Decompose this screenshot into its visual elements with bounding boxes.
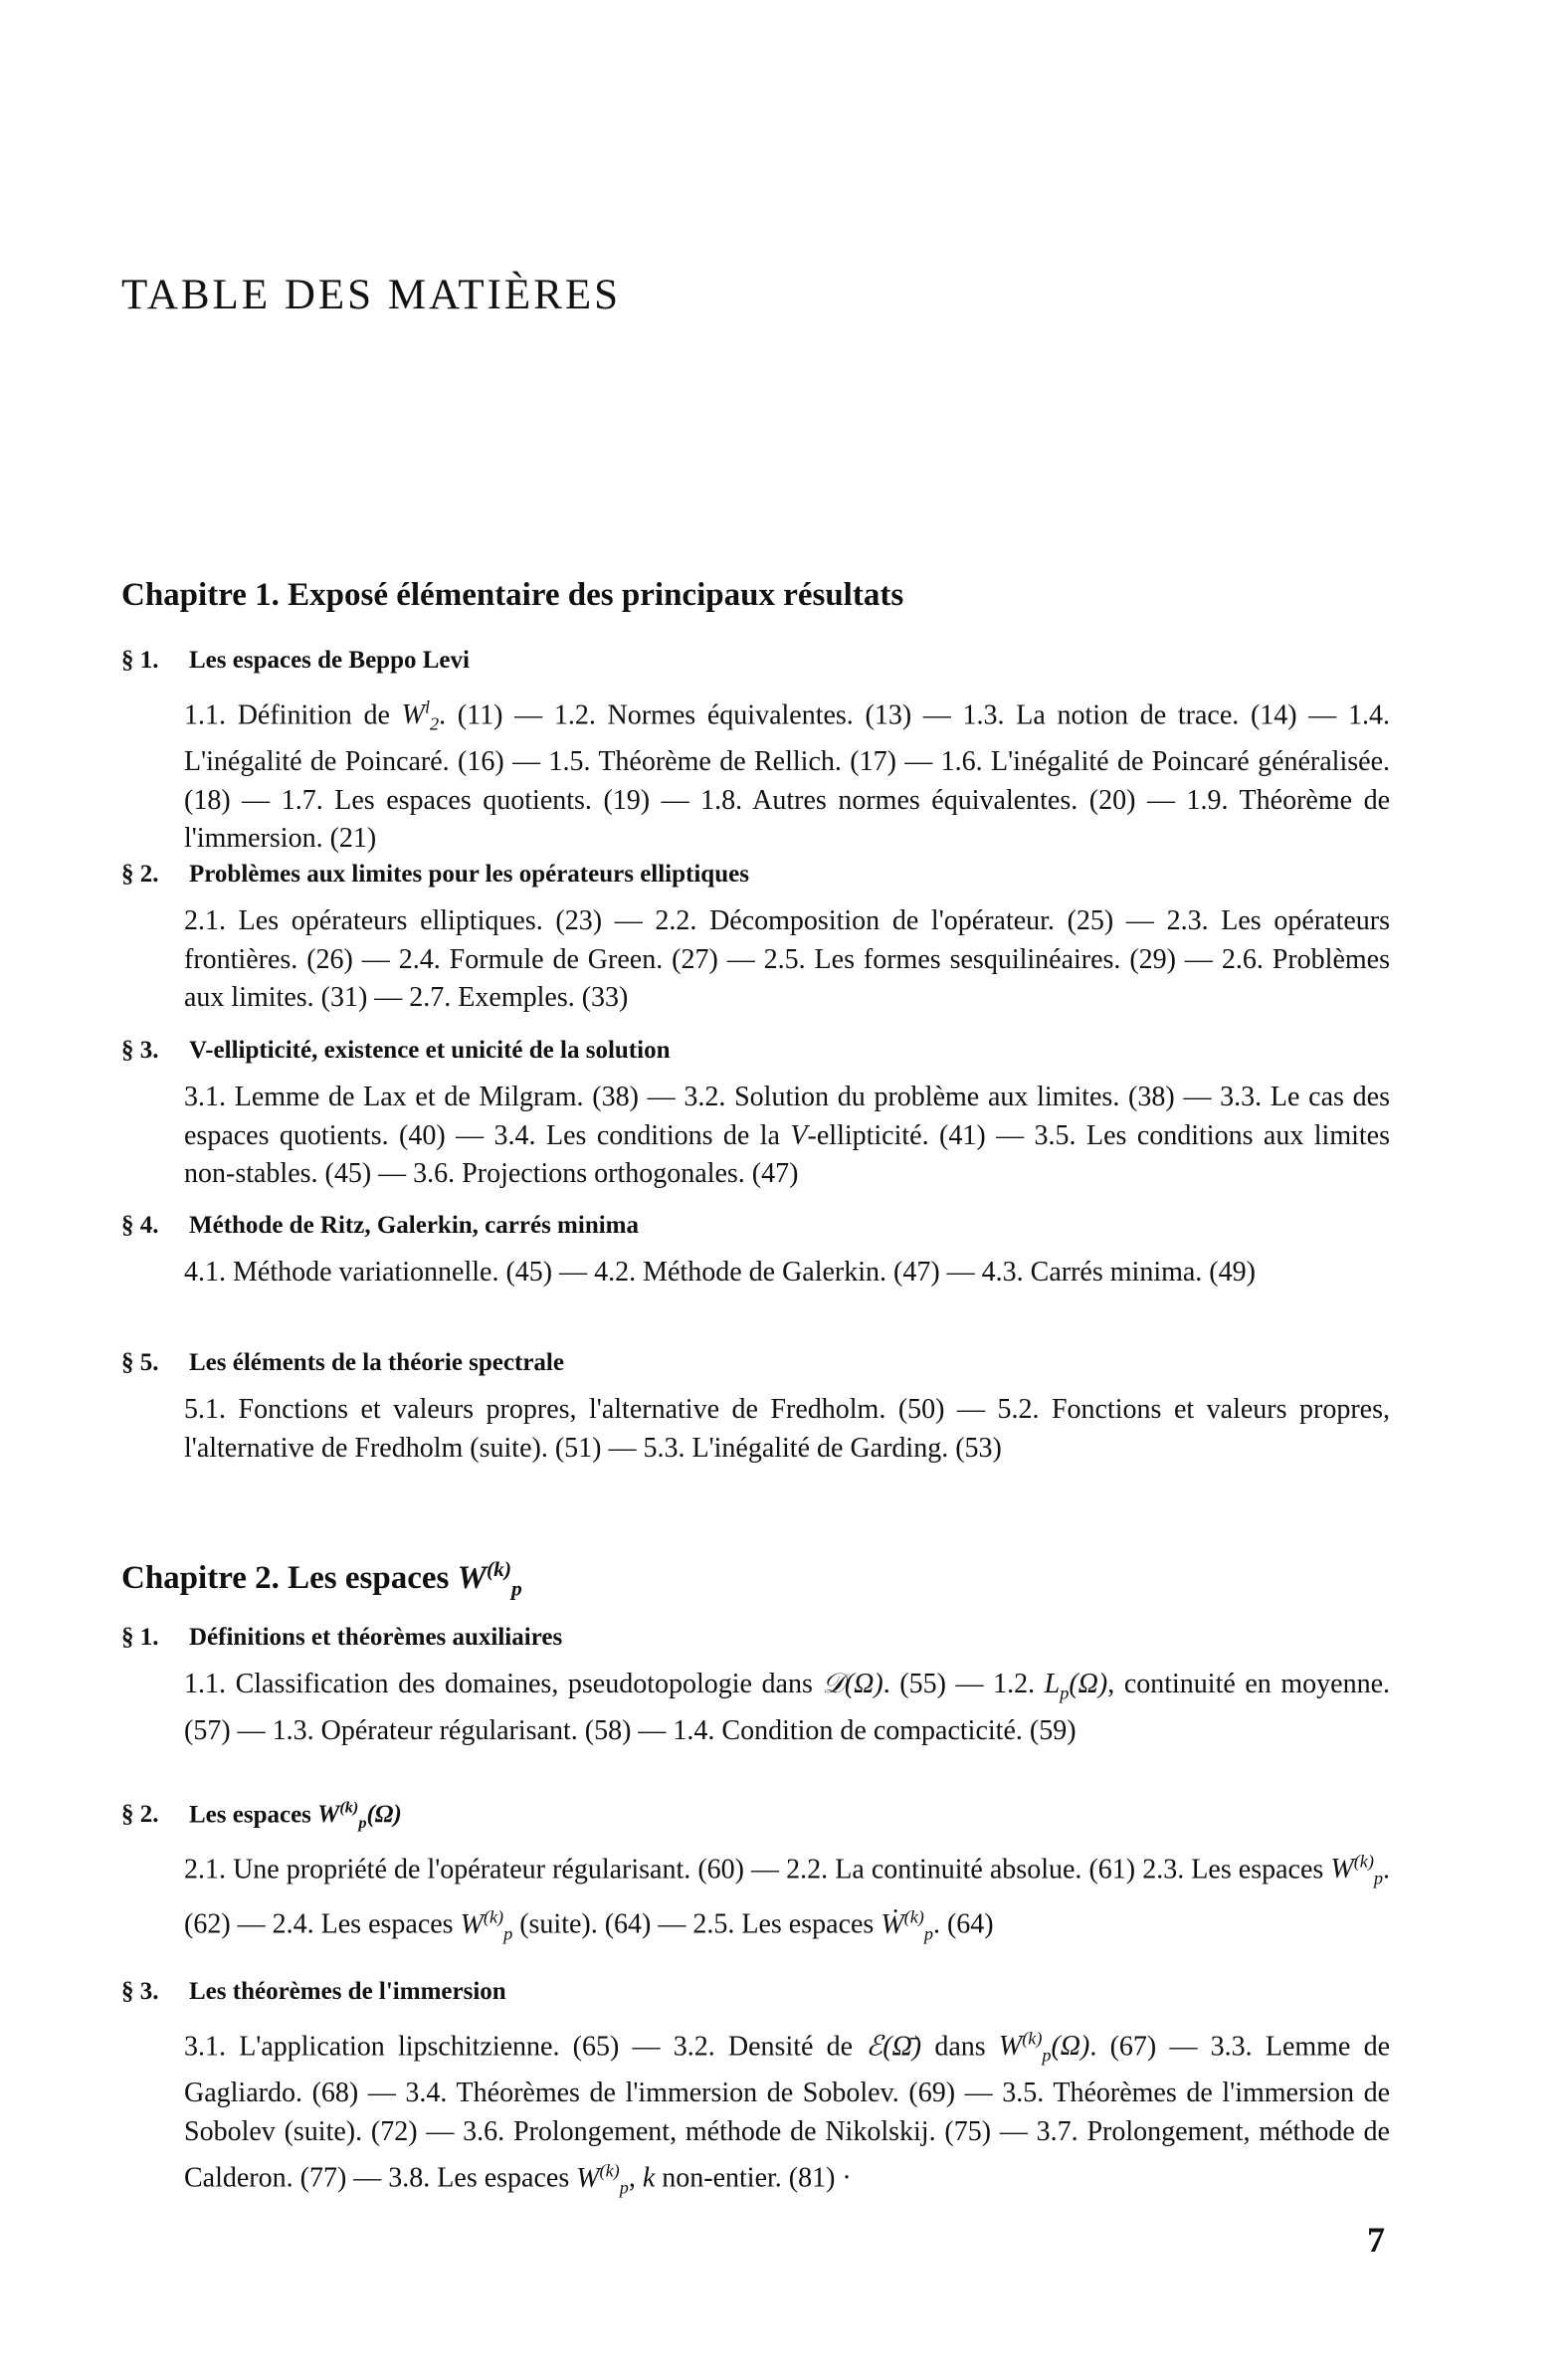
math-symbol: Ẇ$^{(k)}_p$	[881, 1906, 933, 1944]
section-heading	[121, 1624, 562, 1652]
math-symbol: ℰ(Ω̄)	[866, 2031, 922, 2063]
entry-text: (suite). (64) — 2.5. Les espaces	[519, 1908, 875, 1940]
page-number: 7	[1367, 2220, 1385, 2260]
entry-text: non-entier. (81) ·	[662, 2162, 852, 2194]
section-title: Les théorèmes de l'immersion	[189, 1978, 506, 2005]
section-number: § 5.	[121, 1349, 159, 1376]
math-symbol: $W^{(k)}_p$	[460, 1906, 513, 1944]
entry-text: ,	[628, 2162, 636, 2194]
entry-text: . (62) — 2.4. Les espaces	[184, 1854, 1391, 1940]
math-symbol: 𝒟(Ω)	[822, 1669, 883, 1699]
section-entries	[184, 1079, 1390, 1194]
math-symbol: $W^{(k)}_p$	[1330, 1852, 1384, 1888]
section-entries: 2.1. Les opérateurs elliptiques. (23) — 2.2. Décomposition de l'opérateur. (25) — 2.3. Les opérateurs frontières. (26) — 2.4. Formule de Green. (27) — 2.5. Les formes sesquilinéaires. (29) — 2.6. Problèmes aux limites. (31) — 2.7. Exemples. (33)	[184, 905, 1390, 1013]
section-entries	[184, 1843, 1390, 1953]
section-number: § 2.	[121, 861, 159, 888]
section-heading	[121, 1349, 564, 1377]
section-number: § 3.	[121, 1037, 159, 1064]
section-number: § 1.	[121, 1624, 159, 1651]
section-title: Problèmes aux limites pour les opérateurs elliptiques	[189, 861, 749, 888]
math-symbol: $W^{(k)}_p(\Omega)$	[998, 2029, 1090, 2066]
entry-text: -ellipticité. (41) — 3.5. Les conditions aux limites non-stables. (45) — 3.6. Projections orthogonales. (47)	[184, 1119, 1390, 1189]
section-entries	[184, 1666, 1390, 1751]
section-heading	[121, 861, 749, 889]
section-title: Définitions et théorèmes auxiliaires	[189, 1624, 563, 1651]
entry-text: . (64)	[932, 1908, 994, 1940]
section-title: V-ellipticité, existence et unicité de la solution	[189, 1037, 671, 1064]
math-symbol: $W^{(k)}_p(\Omega)$	[317, 1799, 402, 1833]
chapter-1-heading: Chapitre 1. Exposé élémentaire des principaux résultats	[121, 577, 904, 613]
section-title: Les espaces	[189, 1801, 311, 1829]
chapter-2-heading: Chapitre 2. Les espaces $W^{(k)}_p$	[121, 1557, 522, 1601]
entry-text: 3.1. L'application lipschitzienne. (65) — 3.2. Densité de	[184, 2031, 854, 2063]
math-symbol: $W^{(k)}_p$	[457, 1557, 522, 1601]
entry-text: . (11) — 1.2. Normes équivalentes. (13) — 1.3. La notion de trace. (14) — 1.4. L'inégalité de Poincaré. (16) — 1.5. Théorème de Rellich. (17) — 1.6. L'inégalité de Poincaré généralisée. (18) — 1.7. Les espaces quotients. (19) — 1.8. Autres normes équivalentes. (20) — 1.9. Théorème de l'immersion. (21)	[184, 699, 1390, 855]
entry-text: . (67) — 3.3. Lemme de Gagliardo. (68) — 3.4. Théorèmes de l'immersion de Sobolev. (69) — 3.5. Théorèmes de l'immersion de Sobolev (suite). (72) — 3.6. Prolongement, méthode de Nikolskij. (75) — 3.7. Prolongement, méthode de Calderon. (77) — 3.8. Les espaces	[184, 2031, 1390, 2194]
section-number: § 1.	[121, 647, 159, 674]
section-title: Les espaces de Beppo Levi	[189, 647, 470, 674]
entry-text: 3.1. Lemme de Lax et de Milgram. (38) — 3.2. Solution du problème aux limites. (38) — 3.3. Le cas des espaces quotients. (40) — 3.4. Les conditions de la	[184, 1082, 1390, 1151]
section-heading	[121, 1978, 506, 2006]
section-heading	[121, 1799, 402, 1833]
section-number: § 3.	[121, 1978, 159, 2005]
math-symbol: $L_p(\Omega)$	[1044, 1669, 1108, 1703]
entry-text: dans	[934, 2031, 986, 2063]
entry-text: 2.1. Une propriété de l'opérateur régularisant. (60) — 2.2. La continuité absolue. (61) 2.3. Les espaces	[184, 1854, 1324, 1885]
math-symbol: k	[642, 2162, 656, 2194]
math-symbol: $W^{(k)}_p$	[576, 2160, 629, 2198]
math-symbol: V	[790, 1119, 808, 1151]
section-heading	[121, 1037, 670, 1065]
section-number: § 2.	[121, 1801, 159, 1829]
entry-text: , continuité en moyenne. (57) — 1.3. Opérateur régularisant. (58) — 1.4. Condition de compacticité. (59)	[184, 1669, 1391, 1747]
section-title: Méthode de Ritz, Galerkin, carrés minima	[189, 1212, 639, 1239]
section-number: § 4.	[121, 1212, 159, 1239]
section-entries	[184, 2020, 1390, 2207]
section-title: Les éléments de la théorie spectrale	[189, 1349, 564, 1376]
entry-text: 1.1. Définition de	[184, 699, 390, 731]
section-heading	[121, 647, 470, 675]
section-entries: 5.1. Fonctions et valeurs propres, l'alternative de Fredholm. (50) — 5.2. Fonctions et valeurs propres, l'alternative de Fredholm (suite). (51) — 5.3. L'inégalité de Garding. (53)	[184, 1394, 1390, 1464]
section-entries	[184, 689, 1390, 859]
section-entries: 4.1. Méthode variationnelle. (45) — 4.2. Méthode de Galerkin. (47) — 4.3. Carrés minima. (49)	[184, 1257, 1256, 1288]
section-heading	[121, 1212, 639, 1240]
entry-text: . (55) — 1.2.	[882, 1669, 1036, 1699]
math-symbol: $W^l_2$	[401, 697, 440, 734]
entry-text: 1.1. Classification des domaines, pseudotopologie dans	[184, 1669, 813, 1699]
page-title: TABLE DES MATIÈRES	[121, 272, 622, 318]
